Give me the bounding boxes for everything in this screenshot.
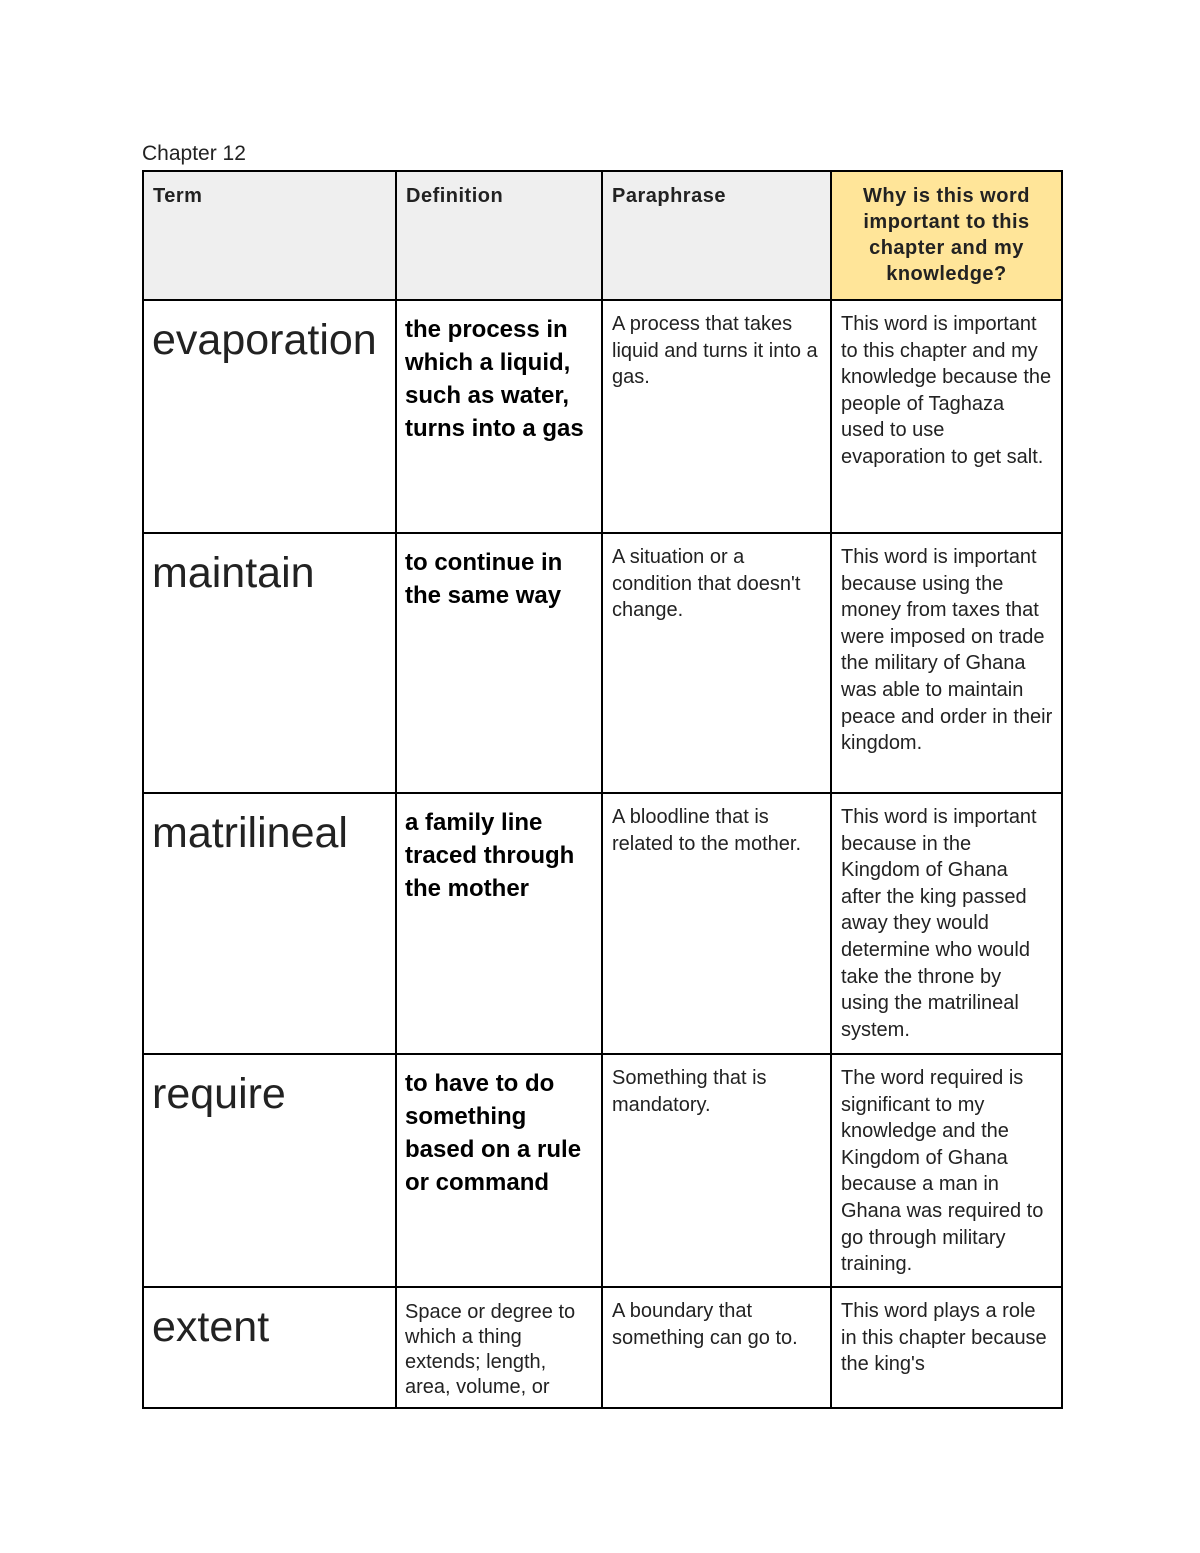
paraphrase-text: Something that is mandatory. — [612, 1067, 767, 1116]
why-text: This word is important to this chapter and my knowledge because the people of Taghaza used to use evaporation to get salt. — [841, 313, 1052, 468]
chapter-title: Chapter 12 — [142, 142, 246, 165]
why-cell — [831, 1054, 1062, 1287]
why-text: This word plays a role in this chapter because the king's — [841, 1300, 1047, 1376]
table-row — [143, 533, 1062, 793]
why-text: The word required is significant to my knowledge and the Kingdom of Ghana because a man in Ghana was required to go through military training. — [841, 1067, 1044, 1276]
definition-text: to continue in the same way — [405, 549, 563, 609]
definition-text: to have to do something based on a rule or command — [405, 1070, 582, 1196]
term-text: maintain — [152, 549, 315, 597]
table-row — [143, 793, 1062, 1054]
why-text: This word is important because in the Kingdom of Ghana after the king passed away they would determine who would take the throne by using the matrilineal system. — [841, 806, 1037, 1041]
definition-text: the process in which a liquid, such as water, turns into a gas — [405, 316, 584, 442]
term-text: evaporation — [152, 316, 377, 364]
definition-cell — [396, 533, 602, 793]
why-cell — [831, 533, 1062, 793]
paraphrase-cell — [602, 300, 831, 533]
why-cell — [831, 793, 1062, 1054]
paraphrase-text: A situation or a condition that doesn't change. — [612, 546, 801, 622]
term-cell — [143, 300, 396, 533]
definition-cell — [396, 1287, 602, 1408]
why-cell — [831, 300, 1062, 533]
term-cell — [143, 533, 396, 793]
header-paraphrase: Paraphrase — [602, 171, 831, 300]
term-text: matrilineal — [152, 809, 348, 857]
term-cell — [143, 1054, 396, 1287]
paraphrase-text: A process that takes liquid and turns it into a gas. — [612, 313, 818, 389]
why-cell — [831, 1287, 1062, 1408]
paraphrase-cell — [602, 1287, 831, 1408]
vocabulary-table — [142, 170, 1063, 1409]
paraphrase-text: A boundary that something can go to. — [612, 1300, 798, 1349]
table-row — [143, 1054, 1062, 1287]
header-why-important: Why is this word important to this chapter and my knowledge? — [831, 171, 1062, 300]
term-text: extent — [152, 1303, 270, 1351]
definition-cell — [396, 793, 602, 1054]
header-definition: Definition — [396, 171, 602, 300]
table-row — [143, 300, 1062, 533]
definition-text: Space or degree to which a thing extends; length, area, volume, or — [405, 1301, 576, 1398]
term-cell — [143, 793, 396, 1054]
header-term: Term — [143, 171, 396, 300]
definition-cell — [396, 1054, 602, 1287]
table-row — [143, 1287, 1062, 1408]
definition-text: a family line traced through the mother — [405, 809, 575, 902]
definition-cell — [396, 300, 602, 533]
paraphrase-cell — [602, 793, 831, 1054]
term-cell — [143, 1287, 396, 1408]
term-text: require — [152, 1070, 286, 1118]
paraphrase-cell — [602, 1054, 831, 1287]
table-header-row — [143, 171, 1062, 300]
paraphrase-text: A bloodline that is related to the mother. — [612, 806, 802, 855]
why-text: This word is important because using the money from taxes that were imposed on trade the military of Ghana was able to maintain peace and order in their kingdom. — [841, 546, 1053, 755]
paraphrase-cell — [602, 533, 831, 793]
